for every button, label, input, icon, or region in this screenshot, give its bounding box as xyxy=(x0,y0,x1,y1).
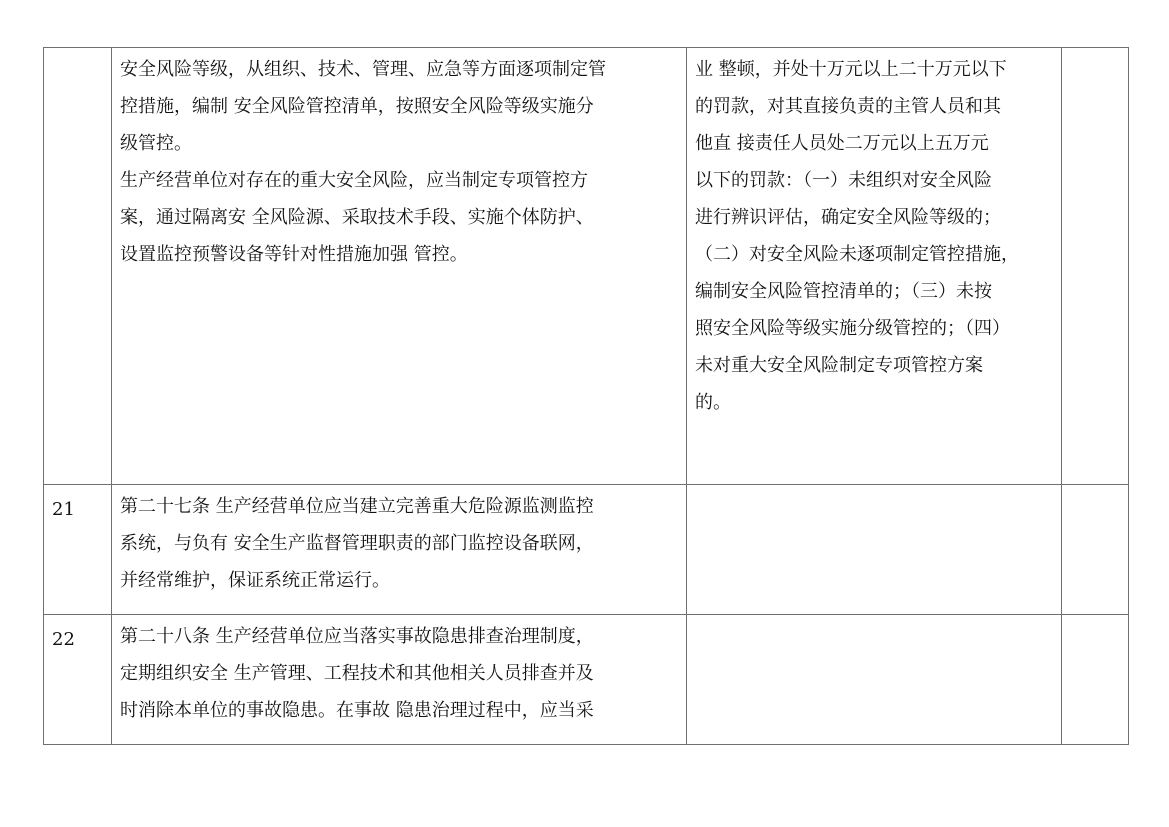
penalty-cell xyxy=(687,48,1062,485)
row-number: 21 xyxy=(52,499,75,520)
provision-cell xyxy=(112,48,687,485)
provision-text: 第二十八条 生产经营单位应当落实事故隐患排查治理制度， 定期组织安全 生产管理、工程技术和其他相关人员排查并及 时消除本单位的事故隐患。在事故 隐患治理过程中，应当采 xyxy=(120,626,594,721)
row-number-cell xyxy=(44,48,112,485)
row-number-cell xyxy=(44,615,112,745)
penalty-cell xyxy=(687,615,1062,745)
remark-cell xyxy=(1062,485,1129,615)
table-row xyxy=(44,48,1129,485)
provision-text: 第二十七条 生产经营单位应当建立完善重大危险源监测监控 系统，与负有 安全生产监督管理职责的部门监控设备联网， 并经常维护，保证系统正常运行。 xyxy=(120,496,594,591)
remark-cell xyxy=(1062,48,1129,485)
penalty-text: 业 整顿，并处十万元以上二十万元以下 的罚款，对其直接负责的主管人员和其 他直 接责任人员处二万元以上五万元 以下的罚款：（一）未组织对安全风险 进行辨识评估，确定安全风险等级的； （二）对安全风险未逐项制定管控措施， 编制安全风险管控清单的；（三）未按 照安全风险等级实施分级管控的；（四） 未对重大安全风险制定专项管控方案 的。 xyxy=(695,59,1019,413)
remark-cell xyxy=(1062,615,1129,745)
row-number: 22 xyxy=(52,629,75,650)
row-number xyxy=(44,48,111,60)
row-number-cell xyxy=(44,485,112,615)
provision-cell xyxy=(112,485,687,615)
regulation-table xyxy=(43,47,1129,745)
provision-text: 安全风险等级，从组织、技术、管理、应急等方面逐项制定管 控措施，编制 安全风险管控清单，按照安全风险等级实施分 级管控。 生产经营单位对存在的重大安全风险，应当制定专项管控方 案，通过隔离安 全风险源、采取技术手段、实施个体防护、 设置监控预警设备等针对性措施加强 管控。 xyxy=(120,59,606,265)
provision-cell xyxy=(112,615,687,745)
table-row xyxy=(44,615,1129,745)
table-row xyxy=(44,485,1129,615)
penalty-cell xyxy=(687,485,1062,615)
